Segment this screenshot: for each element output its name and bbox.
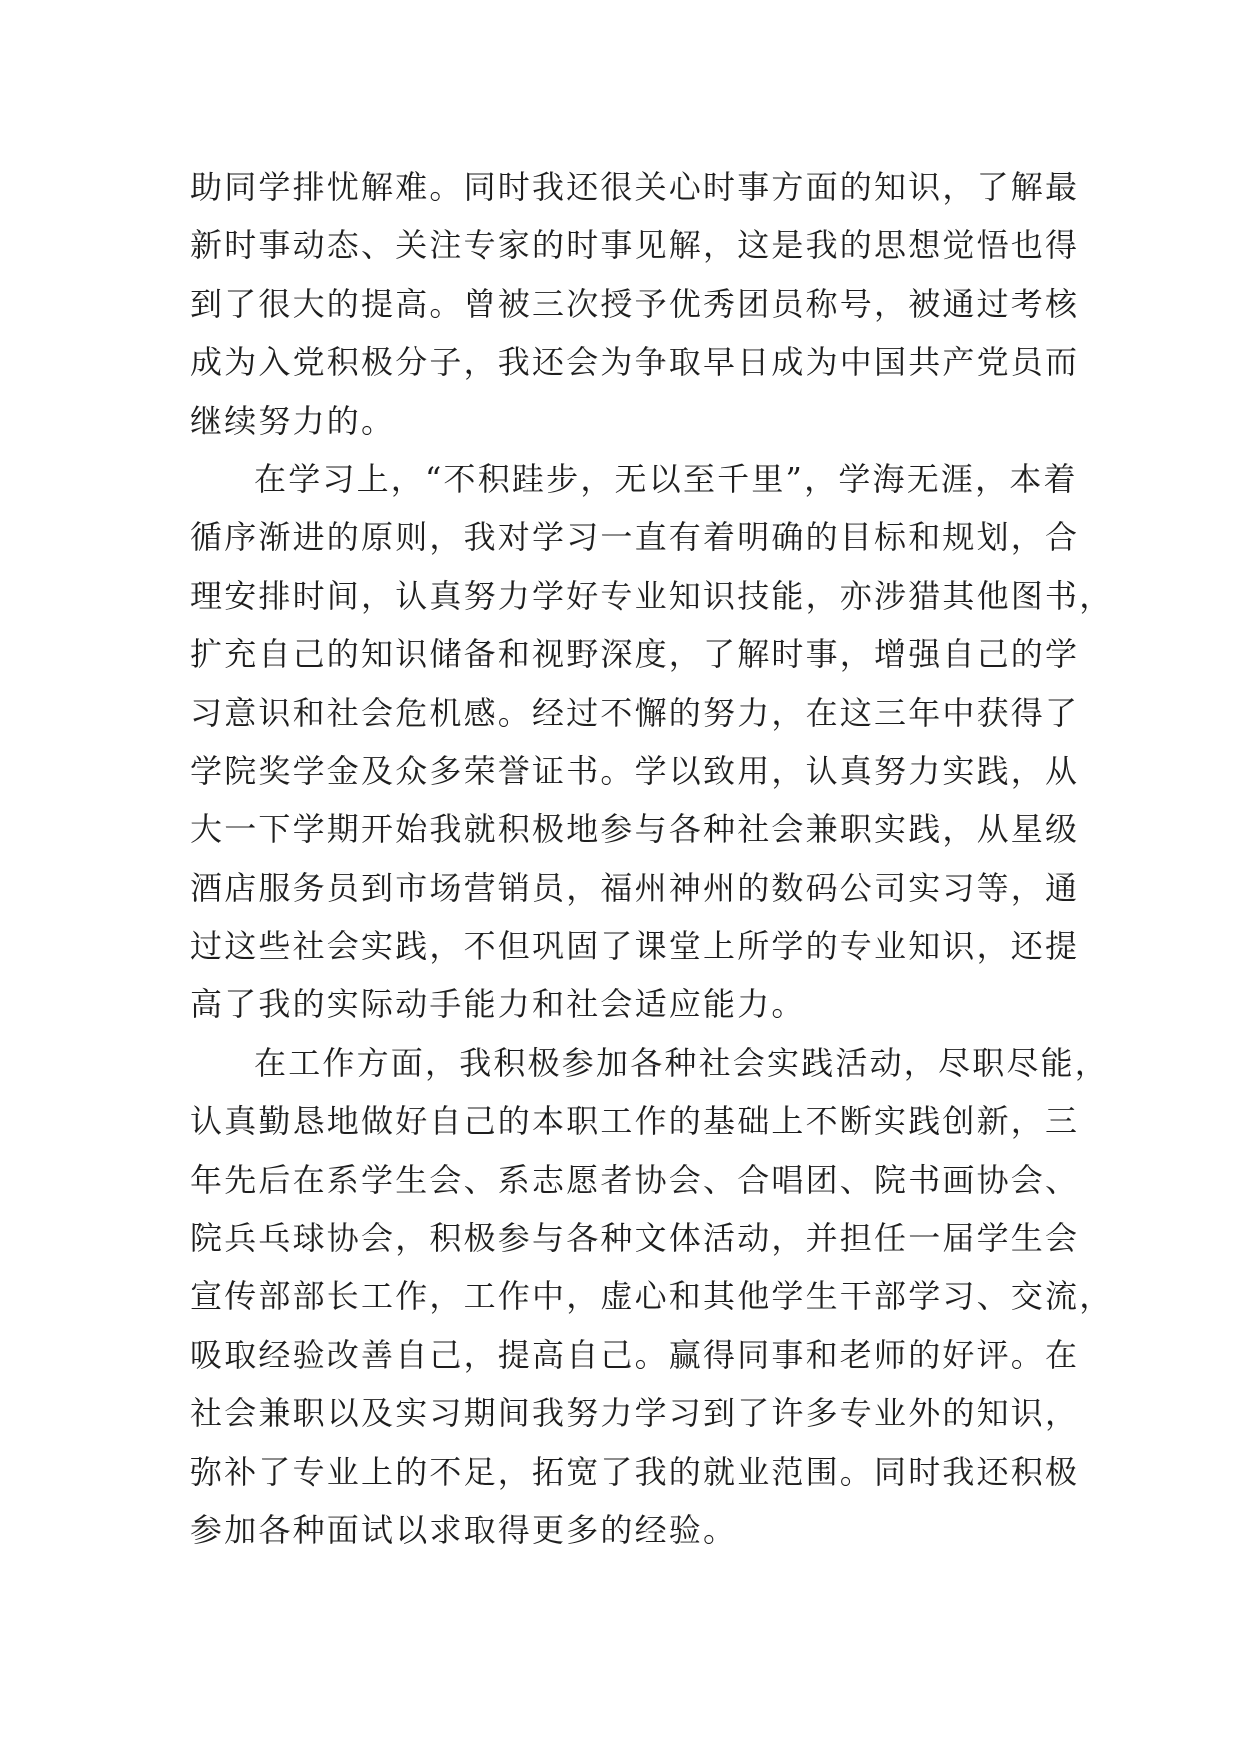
text-line: 成为入党积极分子，我还会为争取早日成为中国共产党员而: [190, 343, 1080, 382]
text-line: 宣传部部长工作，工作中，虚心和其他学生干部学习、交流，: [190, 1277, 1114, 1316]
text-line: 院兵乓球协会，积极参与各种文体活动，并担任一届学生会: [190, 1219, 1080, 1258]
text-line: 习意识和社会危机感。经过不懈的努力，在这三年中获得了: [190, 693, 1080, 732]
text-line: 循序渐进的原则，我对学习一直有着明确的目标和规划，合: [190, 518, 1080, 557]
text-line: 弥补了专业上的不足，拓宽了我的就业范围。同时我还积极: [190, 1452, 1080, 1491]
paragraph-study: [190, 450, 1114, 1034]
text-line: 在工作方面，我积极参加各种社会实践活动，尽职尽能，: [254, 1043, 1110, 1082]
text-line: 扩充自己的知识储备和视野深度，了解时事，增强自己的学: [190, 635, 1080, 674]
document-body: [190, 158, 1114, 1559]
text-line: 认真勤恳地做好自己的本职工作的基础上不断实践创新，三: [190, 1102, 1080, 1141]
text-line: 过这些社会实践，不但巩固了课堂上所学的专业知识，还提: [190, 927, 1080, 966]
text-line: 参加各种面试以求取得更多的经验。: [190, 1510, 738, 1549]
text-line: 年先后在系学生会、系志愿者协会、合唱团、院书画协会、: [190, 1160, 1080, 1199]
text-line: 学院奖学金及众多荣誉证书。学以致用，认真努力实践，从: [190, 751, 1080, 790]
text-line: 大一下学期开始我就积极地参与各种社会兼职实践，从星级: [190, 810, 1080, 849]
text-line: 社会兼职以及实习期间我努力学习到了许多专业外的知识，: [190, 1394, 1080, 1433]
text-line: 在学习上，“不积跬步，无以至千里”，学海无涯，本着: [254, 459, 1078, 498]
text-line: 新时事动态、关注专家的时事见解，这是我的思想觉悟也得: [190, 226, 1080, 265]
text-line: 到了很大的提高。曾被三次授予优秀团员称号，被通过考核: [190, 284, 1080, 323]
paragraph-political: [190, 158, 1080, 450]
text-line: 助同学排忧解难。同时我还很关心时事方面的知识，了解最: [190, 168, 1080, 206]
text-line: 高了我的实际动手能力和社会适应能力。: [190, 985, 806, 1024]
paragraph-work: [190, 1034, 1114, 1560]
text-line: 酒店服务员到市场营销员，福州神州的数码公司实习等，通: [190, 868, 1080, 907]
text-line: 继续努力的。: [190, 401, 396, 440]
text-line: 理安排时间，认真努力学好专业知识技能，亦涉猎其他图书，: [190, 576, 1114, 615]
text-line: 吸取经验改善自己，提高自己。赢得同事和老师的好评。在: [190, 1335, 1080, 1374]
